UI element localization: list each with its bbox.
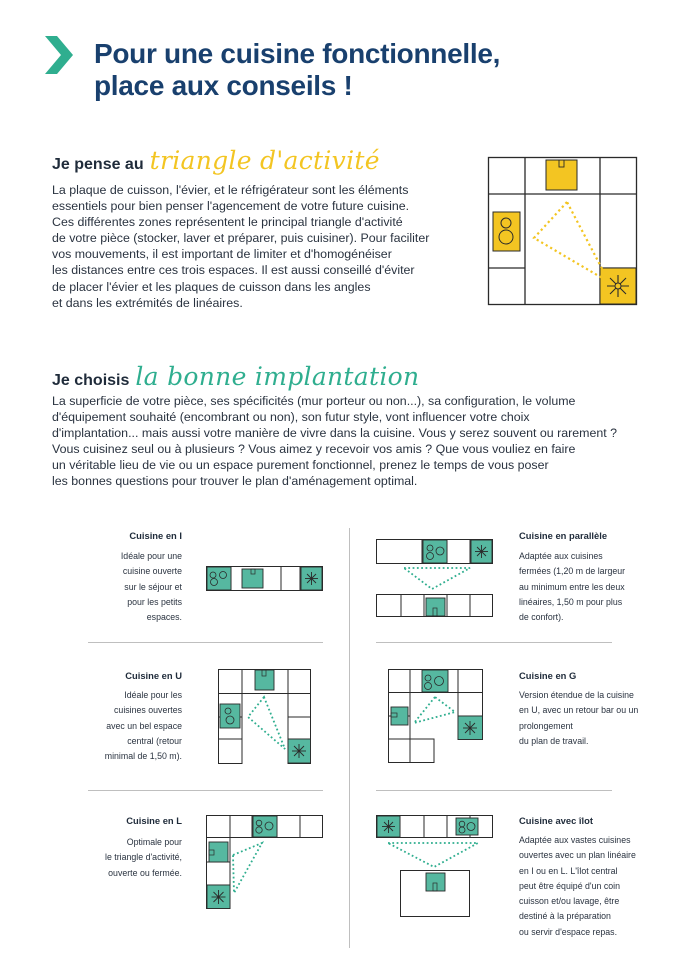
desc-line: ou servir d'espace repas.: [519, 926, 618, 937]
paragraph-line: Vous cuisinez seul ou à plusieurs ? Vous aimez y recevoir vos amis ? Que vous vouliez en faire: [52, 442, 576, 457]
heading-script: triangle d'activité: [149, 146, 380, 175]
layout-diagram-i: [206, 566, 324, 592]
desc-line: sur le séjour et: [124, 581, 182, 592]
layout-desc-i: [121, 549, 182, 625]
layout-label-u: Cuisine en U: [125, 670, 182, 681]
desc-line: Idéale pour une: [120, 551, 182, 561]
desc-line: Adaptée aux cuisines: [519, 551, 603, 561]
desc-line: linéaires, 1,50 m pour plus: [519, 596, 623, 607]
desc-line: cuisine ouverte: [122, 566, 182, 577]
desc-line: cuisson et/ou lavage, être: [519, 896, 620, 907]
heading-plain: Je choisis: [52, 372, 130, 389]
desc-line: destiné à la préparation: [519, 911, 611, 922]
layout-label-g: Cuisine en G: [519, 670, 577, 681]
desc-line: Optimale pour: [126, 837, 182, 847]
paragraph-line: d'équipement souhaité (encombrant ou non), son futur style, vont influencer votre choix: [52, 410, 530, 425]
layout-diagram-g: [388, 669, 484, 765]
paragraph-line: Ces différentes zones représentent le principal triangle d'activité: [52, 215, 403, 230]
desc-line: Adaptée aux vastes cuisines: [519, 835, 631, 845]
paragraph-line: les bonnes questions pour trouver le plan d'aménagement optimal.: [52, 474, 418, 489]
desc-line: fermées (1,20 m de largeur: [519, 566, 626, 577]
layout-label-ilot: Cuisine avec îlot: [519, 815, 593, 826]
paragraph-line: essentiels pour bien penser l'agencement de votre future cuisine.: [52, 199, 410, 214]
desc-line: en I ou en L. L'îlot central: [519, 865, 618, 876]
layout-diagram-parallele: [376, 539, 494, 619]
desc-line: peut être équipé d'un coin: [519, 880, 620, 891]
layout-desc-u: [105, 688, 182, 764]
layout-label-parallele: Cuisine en parallèle: [519, 530, 608, 541]
fridge-icon: [546, 160, 577, 190]
triangle-paragraph: [52, 182, 429, 311]
layout-diagram-u: [218, 669, 312, 765]
layout-label-l: Cuisine en L: [126, 815, 182, 826]
page-title: [94, 38, 500, 102]
desc-line: prolongement: [519, 720, 573, 731]
heading-script: la bonne implantation: [135, 362, 420, 391]
paragraph-line: vos mouvements, il est important de limiter et d'homogénéiser: [52, 247, 392, 262]
page-title-line-1: Pour une cuisine fonctionnelle,: [94, 38, 501, 69]
desc-line: central (retour: [127, 735, 182, 746]
paragraph-line: et dans les extrémités de linéaires.: [52, 295, 243, 310]
paragraph-line: un véritable lieu de vie ou un espace purement fonctionnel, prenez le temps de vous poser: [52, 458, 549, 473]
layout-desc-g: [519, 688, 638, 749]
desc-line: ouverte ou fermée.: [108, 867, 182, 878]
layout-desc-l: [105, 835, 182, 881]
desc-line: Version étendue de la cuisine: [519, 690, 634, 700]
heading-plain: Je pense au: [52, 156, 144, 173]
row-divider: [376, 642, 612, 643]
desc-line: au minimum entre les deux: [519, 581, 625, 592]
desc-line: espaces.: [146, 612, 182, 623]
desc-line: ouvertes avec un plan linéaire: [519, 850, 636, 861]
section-heading-triangle: [52, 146, 380, 175]
desc-line: le triangle d'activité,: [105, 852, 182, 863]
row-divider: [88, 790, 323, 791]
page-title-line-2: place aux conseils !: [94, 70, 353, 101]
desc-line: de confort).: [519, 612, 564, 623]
row-divider: [88, 642, 323, 643]
paragraph-line: de votre pièce (stocker, laver et préparer, puis cuisiner). Pour faciliter: [52, 231, 430, 246]
row-divider: [376, 790, 612, 791]
paragraph-line: La superficie de votre pièce, ses spécificités (mur porteur ou non...), sa configuration, le volume: [52, 394, 576, 408]
paragraph-line: d'implantation... mais aussi votre manière de vivre dans la cuisine. Vous y serez souvent ou rarement ?: [52, 426, 618, 441]
section-heading-implantation: [52, 362, 419, 391]
paragraph-line: les distances entre ces trois espaces. Il est aussi conseillé d'éviter: [52, 263, 415, 278]
layout-label-i: Cuisine en I: [129, 530, 182, 541]
layout-diagram-l: [206, 815, 324, 911]
desc-line: minimal de 1,50 m).: [104, 751, 182, 762]
desc-line: du plan de travail.: [519, 735, 589, 746]
triangle-diagram: [488, 157, 638, 307]
desc-line: Idéale pour les: [124, 690, 182, 700]
desc-line: en U, avec un retour bar ou un: [519, 705, 639, 716]
chevron-right-icon: [45, 36, 73, 74]
desc-line: cuisines ouvertes: [114, 705, 182, 716]
paragraph-line: La plaque de cuisson, l'évier, et le réfrigérateur sont les éléments: [52, 183, 409, 197]
layout-diagram-ilot: [376, 815, 494, 919]
implantation-paragraph: [52, 393, 617, 490]
layout-desc-ilot: [519, 833, 636, 940]
desc-line: pour les petits: [127, 596, 182, 607]
desc-line: avec un bel espace: [106, 720, 182, 731]
column-divider: [349, 528, 350, 948]
layout-desc-parallele: [519, 549, 625, 625]
paragraph-line: de placer l'évier et les plaques de cuisson dans les angles: [52, 279, 371, 294]
